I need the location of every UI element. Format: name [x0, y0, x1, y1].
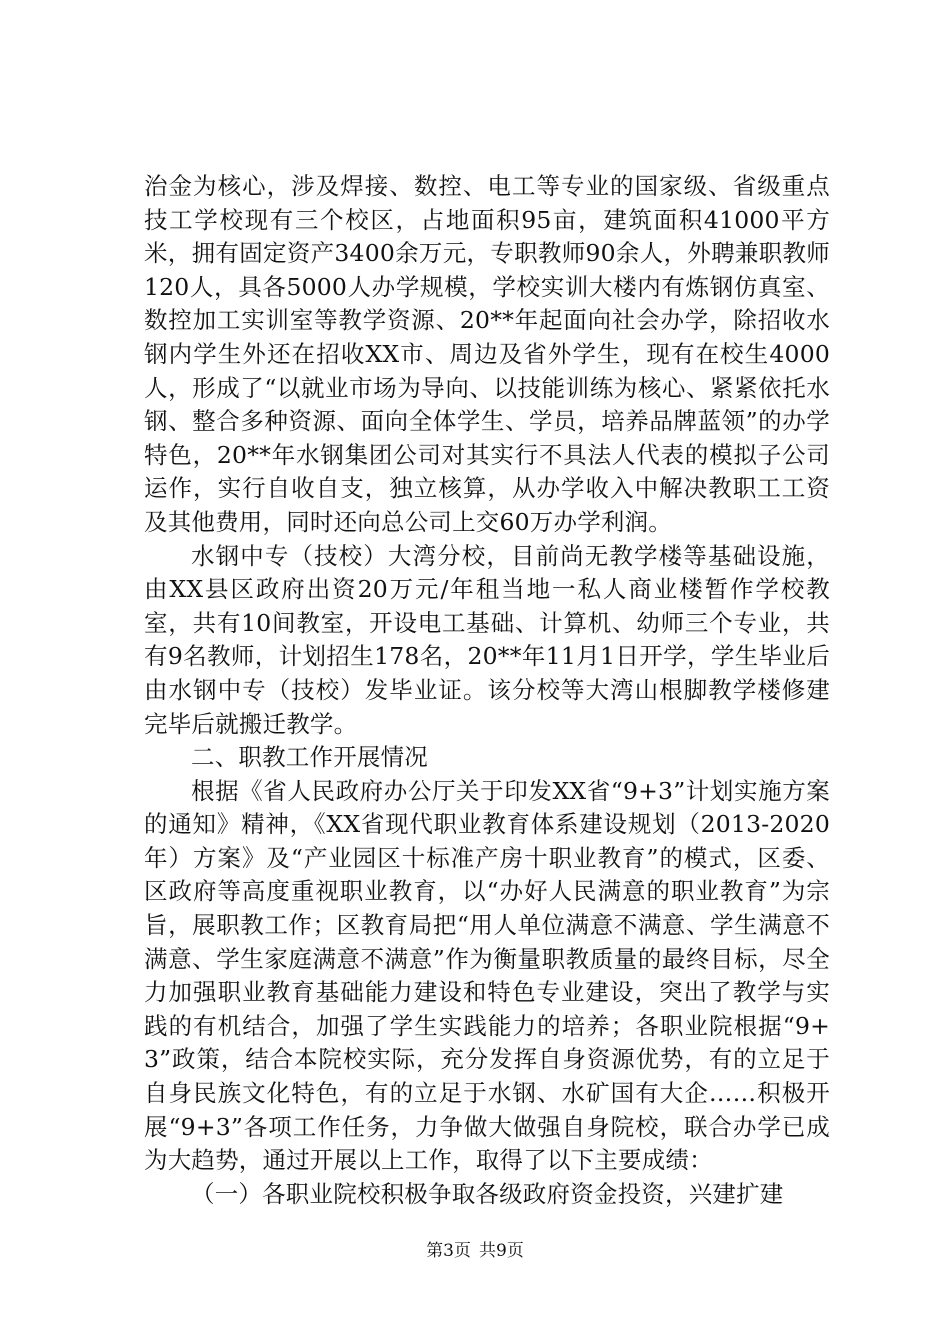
- paragraph-school-overview: 治金为核心，涉及焊接、数控、电工等专业的国家级、省级重点技工学校现有三个校区，占地面积95亩，建筑面积41000平方米，拥有固定资产3400余万元，专职教师90余人，外聘兼职教师120人，具各5000人办学规模，学校实训大楼内有炼钢仿真室、数控加工实训室等教学资源、20**年起面向社会办学，除招收水钢内学生外还在招收XX市、周边及省外学生，现有在校生4000人，形成了“以就业市场为导向、以技能训练为核心、紧紧依托水钢、整合多种资源、面向全体学生、学员，培养品牌蓝领”的办学特色，20**年水钢集团公司对其实行不具法人代表的模拟子公司运作，实行自收自支，独立核算，从办学收入中解决教职工工资及其他费用，同时还向总公司上交60万办学利润。: [144, 172, 830, 536]
- section-heading: 二、职教工作开展情况: [191, 743, 428, 772]
- page-footer: [0, 1240, 950, 1262]
- document-body: [144, 170, 830, 1211]
- paragraph-subsection-one: （一）各职业院校积极争取各级政府资金投资，兴建扩建: [191, 1179, 784, 1208]
- page-number: 第3页: [426, 1241, 471, 1261]
- paragraph-work-progress: 根据《省人民政府办公厅关于印发XX省“9+3”计划实施方案的通知》精神，《XX省现代职业教育体系建设规划（2013-2020年）方案》及“产业园区十标准产房十职业教育”的模式，区委、区政府等高度重视职业教育，以“办好人民满意的职业教育”为宗旨，展职教工作；区教育局把“用人单位满意不满意、学生满意不满意、学生家庭满意不满意”作为衡量职教质量的最终目标，尽全力加强职业教育基础能力建设和特色专业建设，突出了教学与实践的有机结合，加强了学生实践能力的培养；各职业院根据“9+3”政策，结合本院校实际，充分发挥自身资源优势，有的立足于自身民族文化特色，有的立足于水钢、水矿国有大企……积极开展“9+3”各项工作任务，力争做大做强自身院校，联合办学已成为大趋势，通过开展以上工作，取得了以下主要成绩：: [144, 776, 830, 1175]
- paragraph-dawan-branch: 水钢中专（技校）大湾分校，目前尚无教学楼等基础设施，由XX县区政府出资20万元/年租当地一私人商业楼暂作学校教室，共有10间教室，开设电工基础、计算机、幼师三个专业，共有9名教师，计划招生178名，20**年11月1日开学，学生毕业后由水钢中专（技校）发毕业证。该分校等大湾山根脚教学楼修建完毕后就搬迁教学。: [144, 541, 830, 738]
- page-total: 共9页: [479, 1241, 524, 1261]
